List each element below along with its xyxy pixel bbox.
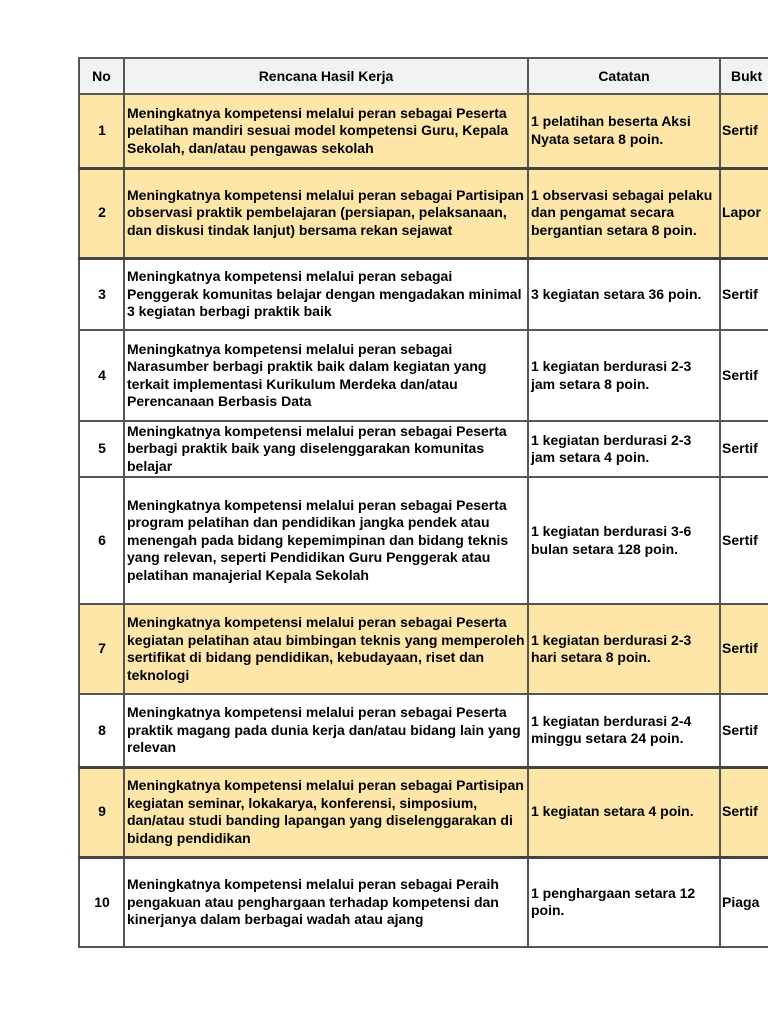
row-number: 5	[79, 421, 124, 477]
catatan-cell: 3 kegiatan setara 36 poin.	[528, 258, 720, 330]
rencana-cell: Meningkatnya kompetensi melalui peran sebagai Peserta praktik magang pada dunia kerja dan/atau bidang lain yang relevan	[124, 694, 528, 767]
table-row	[79, 767, 768, 857]
table-row	[79, 168, 768, 258]
header-no: No	[79, 58, 124, 94]
catatan-cell: 1 kegiatan berdurasi 2-3 jam setara 8 poin.	[528, 330, 720, 421]
header-catatan: Catatan	[528, 58, 720, 94]
row-number: 2	[79, 168, 124, 258]
rencana-hasil-kerja-table	[78, 57, 768, 948]
table-header-row	[79, 58, 768, 94]
catatan-cell: 1 kegiatan berdurasi 2-3 hari setara 8 poin.	[528, 604, 720, 694]
header-bukti: Bukt	[720, 58, 768, 94]
rencana-cell: Meningkatnya kompetensi melalui peran sebagai Peraih pengakuan atau penghargaan terhadap kompetensi dan kinerjanya dalam berbagai wadah atau ajang	[124, 857, 528, 947]
catatan-cell: 1 kegiatan berdurasi 2-4 minggu setara 24 poin.	[528, 694, 720, 767]
rencana-cell: Meningkatnya kompetensi melalui peran sebagai Peserta berbagi praktik baik yang diselenggarakan komunitas belajar	[124, 421, 528, 477]
row-number: 8	[79, 694, 124, 767]
table-row	[79, 694, 768, 767]
rencana-cell: Meningkatnya kompetensi melalui peran sebagai Penggerak komunitas belajar dengan mengadakan minimal 3 kegiatan berbagi praktik baik	[124, 258, 528, 330]
rencana-cell: Meningkatnya kompetensi melalui peran sebagai Partisipan observasi praktik pembelajaran (persiapan, pelaksanaan, dan diskusi tindak lanjut) bersama rekan sejawat	[124, 168, 528, 258]
table-row	[79, 258, 768, 330]
bukti-cell: Sertif	[720, 477, 768, 604]
row-number: 3	[79, 258, 124, 330]
row-number: 10	[79, 857, 124, 947]
table-row	[79, 94, 768, 168]
table-row	[79, 477, 768, 604]
row-number: 9	[79, 767, 124, 857]
table-row	[79, 421, 768, 477]
catatan-cell: 1 observasi sebagai pelaku dan pengamat secara bergantian setara 8 poin.	[528, 168, 720, 258]
row-number: 6	[79, 477, 124, 604]
bukti-cell: Sertif	[720, 604, 768, 694]
rencana-cell: Meningkatnya kompetensi melalui peran sebagai Peserta program pelatihan dan pendidikan jangka pendek atau menengah pada bidang kepemimpinan dan bidang teknis yang relevan, seperti Pendidikan Guru Penggerak atau pelatihan manajerial Kepala Sekolah	[124, 477, 528, 604]
rencana-cell: Meningkatnya kompetensi melalui peran sebagai Peserta kegiatan pelatihan atau bimbingan teknis yang memperoleh sertifikat di bidang pendidikan, kebudayaan, riset dan teknologi	[124, 604, 528, 694]
catatan-cell: 1 kegiatan berdurasi 3-6 bulan setara 128 poin.	[528, 477, 720, 604]
table-row	[79, 857, 768, 947]
bukti-cell: Piaga	[720, 857, 768, 947]
bukti-cell: Sertif	[720, 94, 768, 168]
bukti-cell: Sertif	[720, 421, 768, 477]
table-row	[79, 604, 768, 694]
row-number: 4	[79, 330, 124, 421]
bukti-cell: Sertif	[720, 767, 768, 857]
bukti-cell: Sertif	[720, 330, 768, 421]
rencana-cell: Meningkatnya kompetensi melalui peran sebagai Narasumber berbagi praktik baik dalam kegiatan yang terkait implementasi Kurikulum Merdeka dan/atau Perencanaan Berbasis Data	[124, 330, 528, 421]
catatan-cell: 1 kegiatan setara 4 poin.	[528, 767, 720, 857]
catatan-cell: 1 penghargaan setara 12 poin.	[528, 857, 720, 947]
rencana-cell: Meningkatnya kompetensi melalui peran sebagai Peserta pelatihan mandiri sesuai model kompetensi Guru, Kepala Sekolah, dan/atau pengawas sekolah	[124, 94, 528, 168]
catatan-cell: 1 kegiatan berdurasi 2-3 jam setara 4 poin.	[528, 421, 720, 477]
row-number: 7	[79, 604, 124, 694]
bukti-cell: Lapor	[720, 168, 768, 258]
catatan-cell: 1 pelatihan beserta Aksi Nyata setara 8 poin.	[528, 94, 720, 168]
row-number: 1	[79, 94, 124, 168]
rencana-cell: Meningkatnya kompetensi melalui peran sebagai Partisipan kegiatan seminar, lokakarya, konferensi, simposium, dan/atau studi banding lapangan yang diselenggarakan di bidang pendidikan	[124, 767, 528, 857]
bukti-cell: Sertif	[720, 694, 768, 767]
header-rencana-hasil-kerja: Rencana Hasil Kerja	[124, 58, 528, 94]
bukti-cell: Sertif	[720, 258, 768, 330]
table-row	[79, 330, 768, 421]
